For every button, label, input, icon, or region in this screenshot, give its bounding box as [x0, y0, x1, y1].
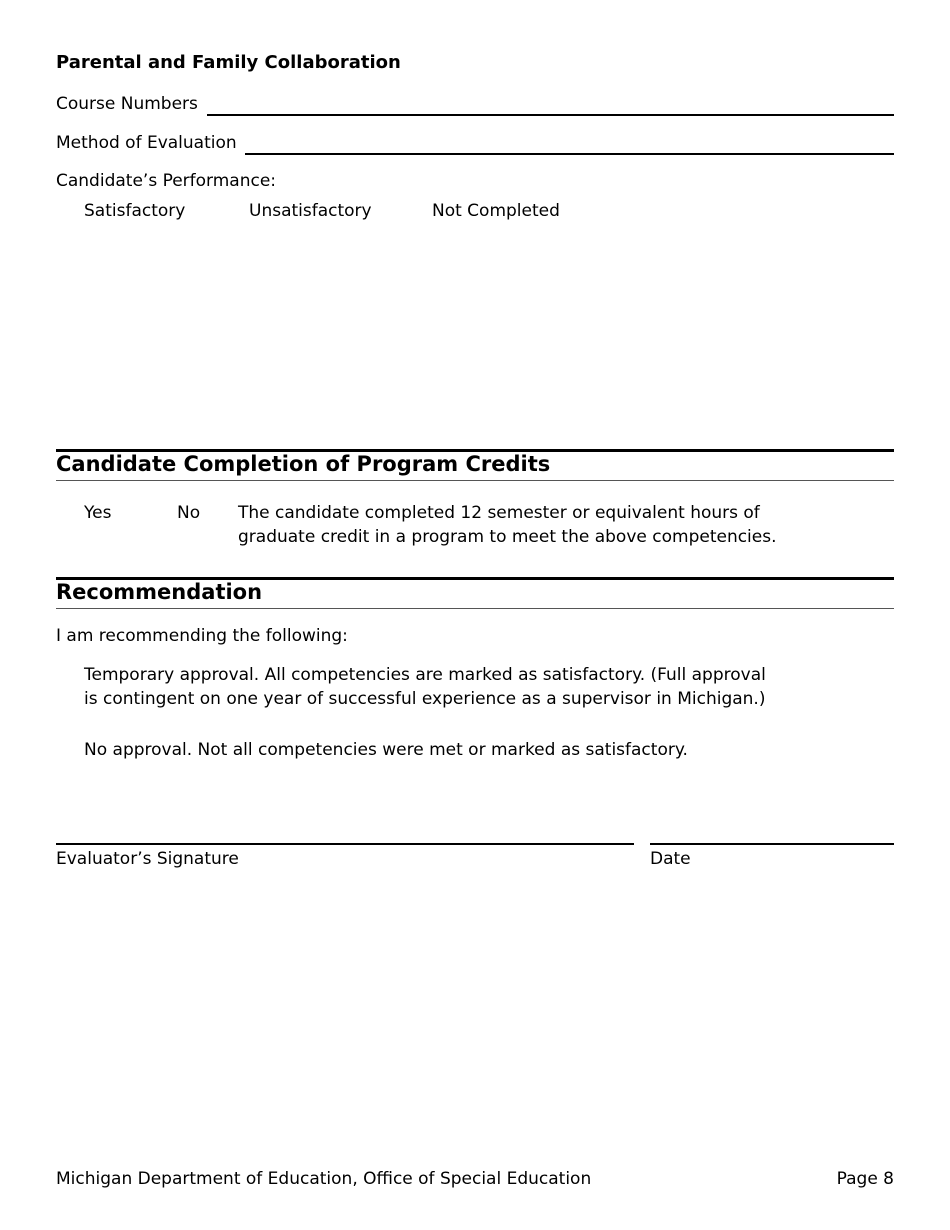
- credits-heading: Candidate Completion of Program Credits: [56, 452, 551, 476]
- course-numbers-label: Course Numbers: [56, 94, 198, 114]
- credits-yes-option[interactable]: Yes: [84, 503, 112, 523]
- method-of-evaluation-label: Method of Evaluation: [56, 133, 237, 153]
- method-of-evaluation-field[interactable]: [245, 153, 894, 155]
- section-rule-bottom: [56, 608, 894, 609]
- recommendation-heading: Recommendation: [56, 580, 263, 604]
- performance-label: Candidate’s Performance:: [56, 171, 277, 191]
- date-line[interactable]: [650, 843, 894, 845]
- footer-organization: Michigan Department of Education, Office of Special Education: [56, 1169, 592, 1189]
- recommendation-intro: I am recommending the following:: [56, 626, 348, 646]
- option-temporary-approval[interactable]: Temporary approval. All competencies are marked as satisfactory. (Full approval is contingent on one year of successful experience as a supervisor in Michigan.): [84, 665, 766, 709]
- competency-title: Parental and Family Collaboration: [56, 52, 401, 73]
- credits-no-option[interactable]: No: [177, 503, 201, 523]
- option-satisfactory[interactable]: Satisfactory: [84, 201, 186, 221]
- option-not-completed[interactable]: Not Completed: [432, 201, 560, 221]
- credits-statement: The candidate completed 12 semester or equivalent hours of graduate credit in a program to meet the above competencies.: [238, 503, 777, 547]
- page-number: Page 8: [836, 1169, 894, 1189]
- course-numbers-field[interactable]: [207, 114, 894, 116]
- evaluator-signature-label: Evaluator’s Signature: [56, 849, 239, 869]
- option-unsatisfactory[interactable]: Unsatisfactory: [249, 201, 372, 221]
- section-rule-bottom: [56, 480, 894, 481]
- signature-line[interactable]: [56, 843, 634, 845]
- option-no-approval[interactable]: No approval. Not all competencies were met or marked as satisfactory.: [84, 740, 688, 760]
- date-label: Date: [650, 849, 691, 869]
